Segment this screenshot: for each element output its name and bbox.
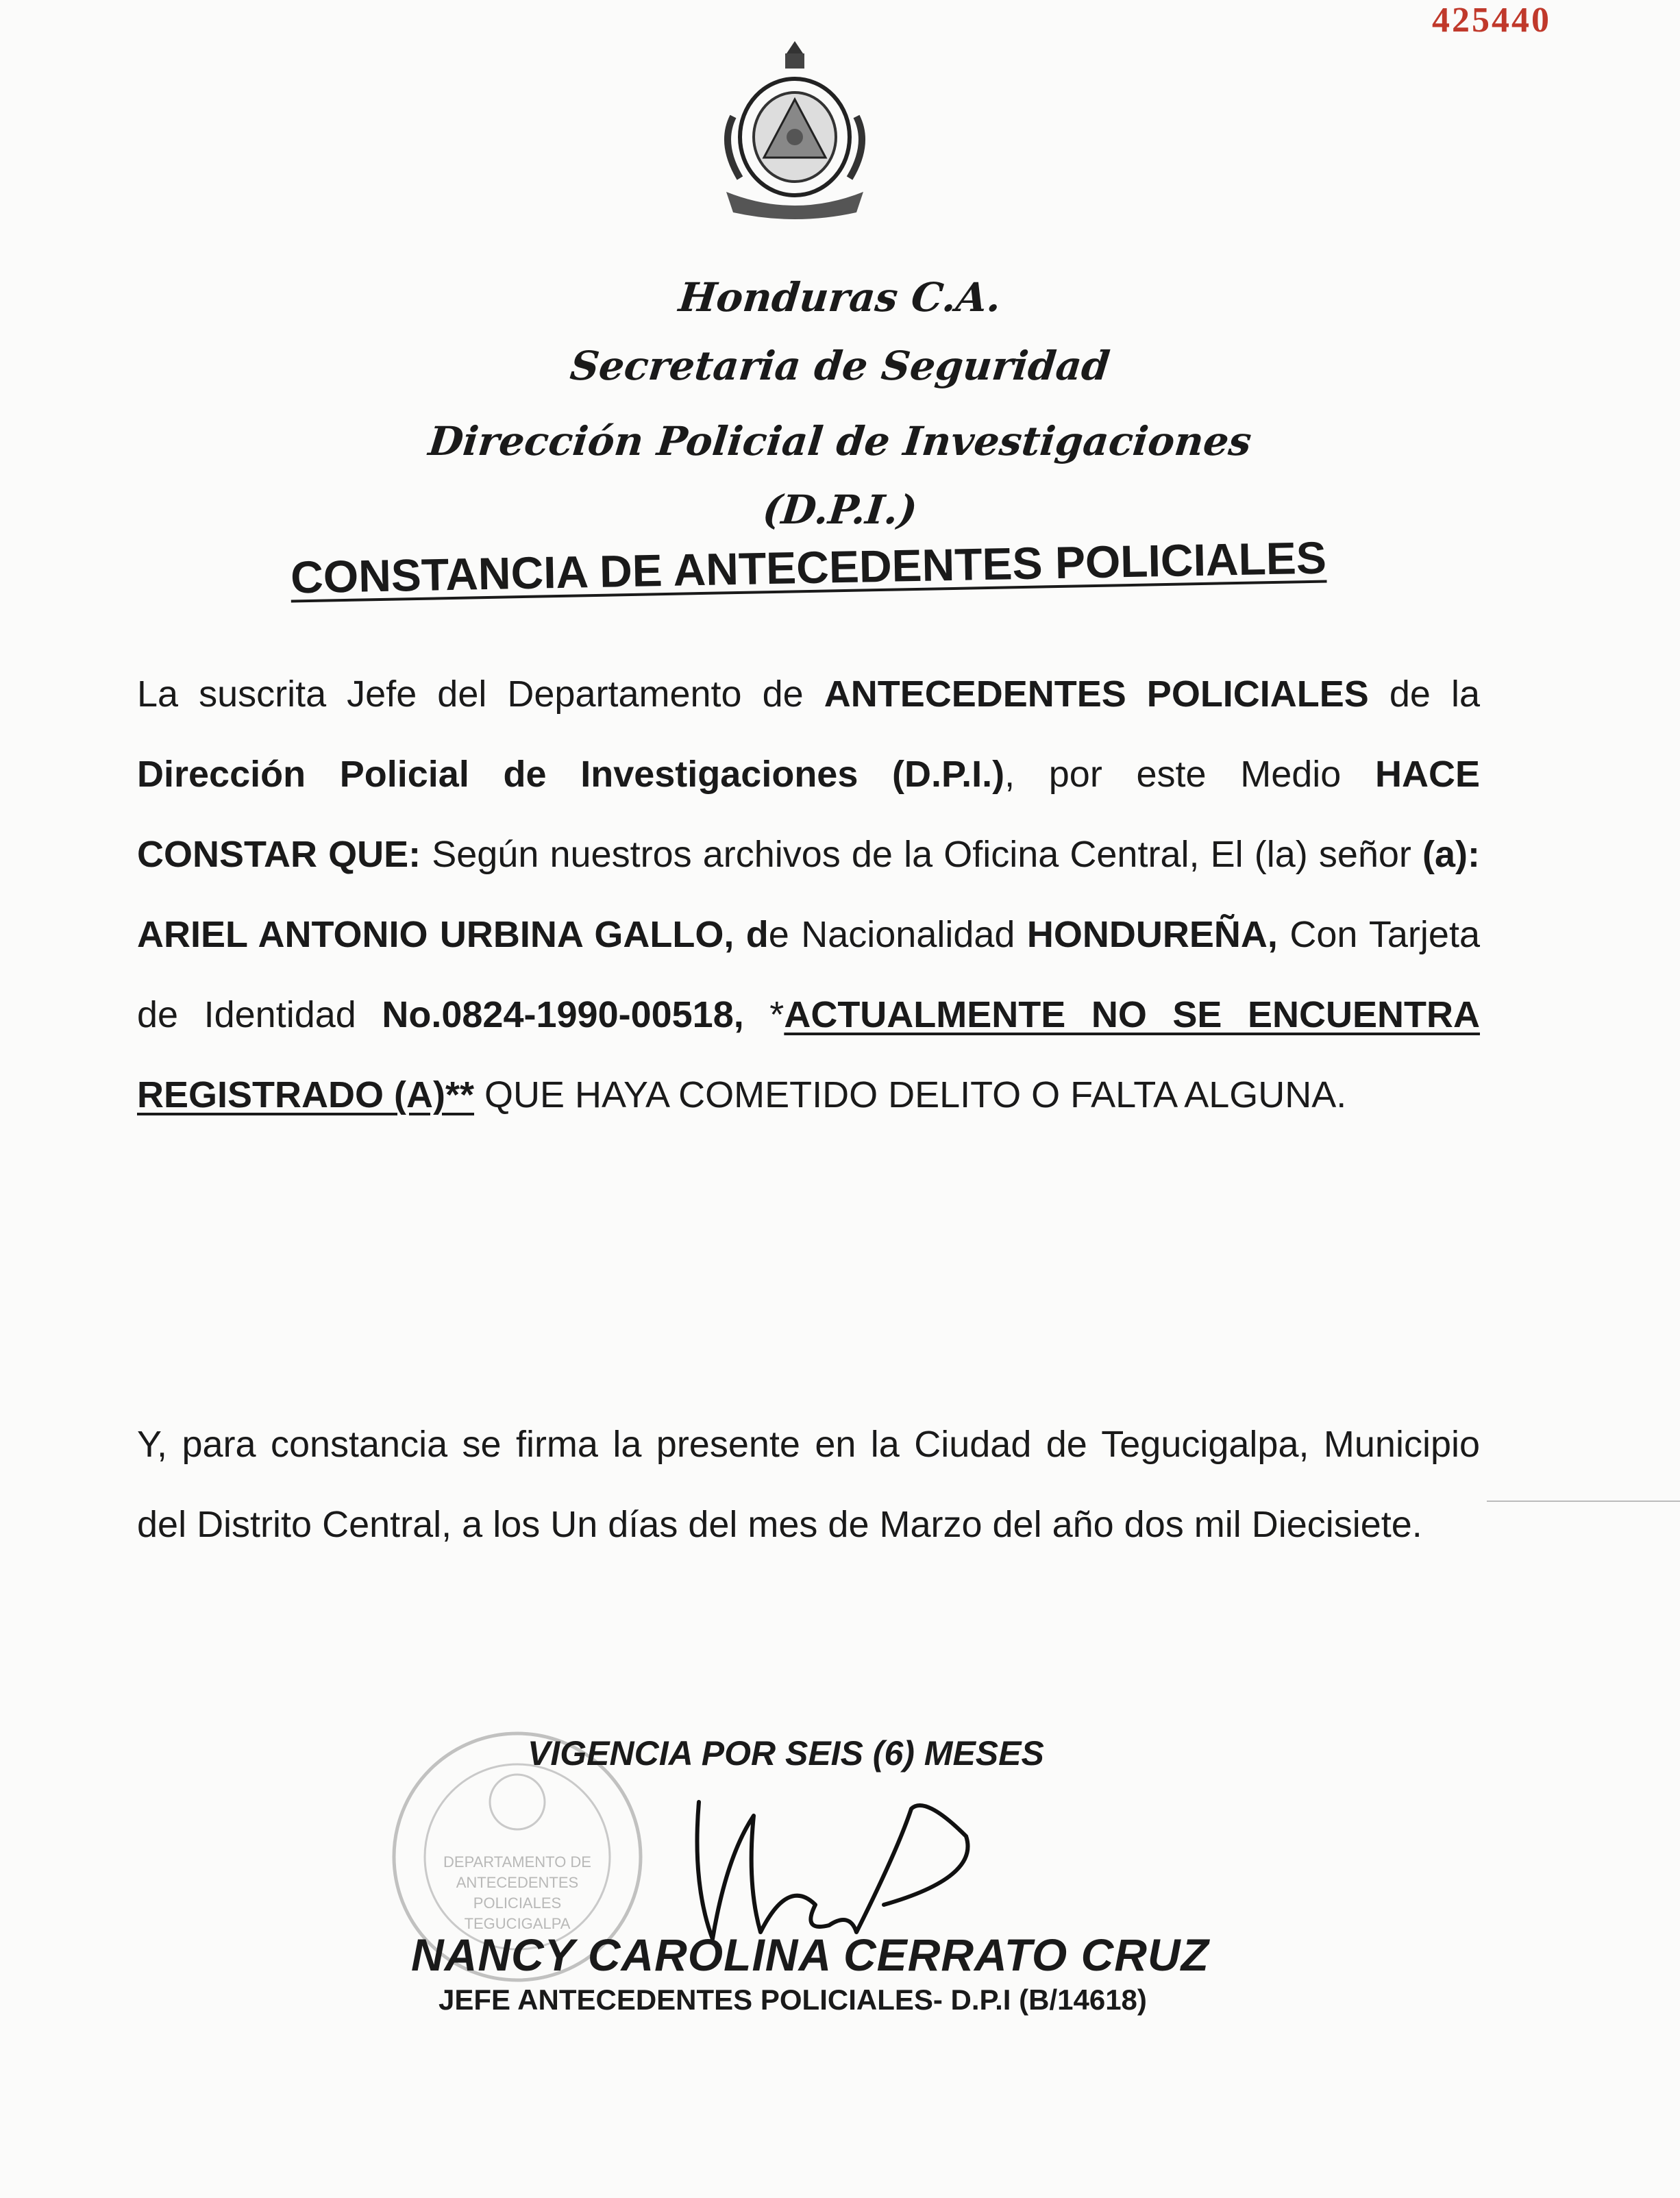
validity-note: VIGENCIA POR SEIS (6) MESES bbox=[528, 1734, 1044, 1773]
body-run: No.0824-1990-00518, bbox=[382, 994, 744, 1035]
seal-line-2: ANTECEDENTES bbox=[456, 1874, 579, 1891]
signatory-name: NANCY CAROLINA CERRATO CRUZ bbox=[411, 1929, 1209, 1980]
header-secretaria: Secretaria de Seguridad bbox=[568, 343, 1112, 389]
signatory-role: JEFE ANTECEDENTES POLICIALES- D.P.I (B/14618) bbox=[438, 1984, 1147, 2016]
header-country: Honduras C.A. bbox=[676, 274, 1004, 321]
body-run: La suscrita Jefe del Departamento de bbox=[137, 674, 824, 715]
seal-line-3: POLICIALES bbox=[473, 1894, 562, 1912]
seal-line-1: DEPARTAMENTO DE bbox=[443, 1853, 591, 1870]
body-run: QUE HAYA COMETIDO DELITO O FALTA ALGUNA. bbox=[474, 1074, 1347, 1115]
body-run: ACTUALMENTE NO SE ENCUENTRA REGISTRADO (A)** bbox=[137, 994, 1480, 1115]
body-paragraph-1 bbox=[137, 654, 1480, 1135]
body-run: ANTECEDENTES POLICIALES bbox=[824, 674, 1369, 715]
body-run: Dirección Policial de Investigaciones (D.P.I.) bbox=[137, 754, 1005, 795]
header-direccion: Dirección Policial de Investigaciones bbox=[426, 418, 1254, 465]
body-run: , por este Medio bbox=[1004, 754, 1375, 795]
body-run: HACE CONSTAR QUE: bbox=[137, 754, 1480, 875]
seal-line-4: TEGUCIGALPA bbox=[464, 1915, 571, 1932]
body-run: de la bbox=[1368, 674, 1480, 715]
body-run: Con Tarjeta de Identidad bbox=[137, 914, 1480, 1035]
body-run: (a): ARIEL ANTONIO URBINA GALLO, d bbox=[137, 834, 1480, 955]
header-acronym: (D.P.I.) bbox=[761, 486, 919, 533]
body-run: * bbox=[743, 994, 785, 1035]
serial-number: 425440 bbox=[1432, 1, 1551, 40]
body-paragraph-2: Y, para constancia se firma la presente en la Ciudad de Tegucigalpa, Municipio del Distrito Central, a los Un días del mes de Marzo del año dos mil Diecisiete. bbox=[137, 1424, 1480, 1545]
body-run: Según nuestros archivos de la Oficina Central, El (la) señor bbox=[421, 834, 1423, 875]
document-title: CONSTANCIA DE ANTECEDENTES POLICIALES bbox=[290, 532, 1327, 603]
body-run: HONDUREÑA, bbox=[1026, 914, 1278, 955]
scan-line bbox=[1487, 1501, 1680, 1502]
body-run: e Nacionalidad bbox=[768, 914, 1027, 955]
honduras-coat-of-arms-icon bbox=[713, 34, 877, 226]
